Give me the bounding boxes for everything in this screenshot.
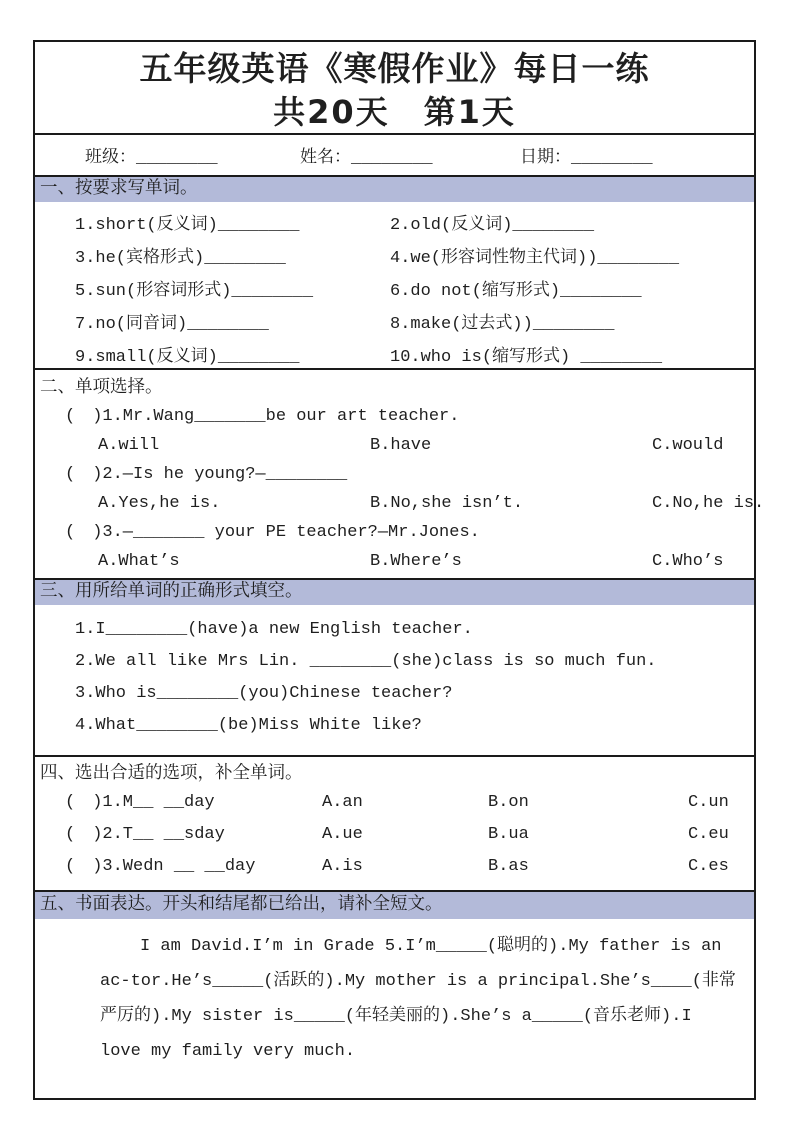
mc-question: [35, 518, 754, 576]
option-c: C.No,he is.: [652, 494, 765, 513]
option-a: A.is: [322, 857, 363, 876]
option-b: B.No,she isn’t.: [370, 494, 524, 513]
section-1-write-words: [35, 177, 754, 370]
question-stem: ( )2.—Is he young?—________: [65, 465, 348, 484]
option-c: C.would: [652, 436, 724, 455]
mc-question: [35, 402, 754, 460]
mc-question: [35, 460, 765, 518]
section-3-heading: 三、用所给单词的正确形式填空。: [35, 580, 754, 605]
essay-paragraph: I am David.I’m in Grade 5.I’m_____(聪明的).My father is an ac-tor.He’s_____(活跃的).My mother is a principal.She’s____(非常严厉的).My sister is_____(年轻美丽的).She’s a_____(音乐老师).I love my family very much.: [100, 937, 736, 1061]
section-2-heading: 二、单项选择。: [40, 378, 163, 398]
word-choice-row: [35, 787, 754, 819]
section-1-items: [35, 202, 754, 374]
option-a: A.will: [98, 436, 160, 455]
option-a: A.ue: [322, 825, 363, 844]
question-options: [35, 547, 754, 576]
question-stem: ( )3.—_______ your PE teacher?—Mr.Jones.: [65, 523, 480, 542]
fill-item: 3.Who is________(you)Chinese teacher?: [75, 684, 453, 703]
section-5-writing: [35, 892, 754, 1098]
student-info-row: [35, 135, 754, 177]
section-2-multiple-choice: [35, 370, 765, 580]
option-b: B.Where’s: [370, 552, 462, 571]
fill-item: 2.We all like Mrs Lin. ________(she)class is so much fun.: [75, 652, 657, 671]
fill-item: 1.I________(have)a new English teacher.: [75, 620, 473, 639]
option-b: B.ua: [488, 825, 529, 844]
option-b: B.on: [488, 793, 529, 812]
option-c: C.un: [688, 793, 729, 812]
question-stem: ( )1.Mr.Wang_______be our art teacher.: [65, 407, 460, 426]
section-1-heading: 一、按要求写单词。: [35, 177, 754, 202]
option-c: C.Who’s: [652, 552, 724, 571]
question-stem: ( )2.T__ __sday: [65, 825, 225, 844]
word-item: 4.we(形容词性物主代词))________: [390, 249, 680, 268]
section-3-items: [35, 605, 754, 742]
word-item: 8.make(过去式))________: [390, 315, 615, 334]
word-choice-row: [35, 819, 754, 851]
worksheet-title: 五年级英语《寒假作业》每日一练: [139, 49, 650, 88]
word-item: 1.short(反义词)________: [75, 216, 300, 235]
option-b: B.as: [488, 857, 529, 876]
section-4-heading: 四、选出合适的选项，补全单词。: [40, 764, 303, 784]
question-stem: ( )3.Wedn __ __day: [65, 857, 256, 876]
word-item: 2.old(反义词)________: [390, 216, 595, 235]
section-5-heading: 五、书面表达。开头和结尾都已给出，请补全短文。: [35, 892, 754, 919]
worksheet-subtitle: 共20天 第1天: [273, 93, 516, 131]
word-item: 5.sun(形容词形式)________: [75, 282, 314, 301]
option-a: A.an: [322, 793, 363, 812]
title-block: [35, 42, 754, 135]
word-item: 3.he(宾格形式)________: [75, 249, 286, 268]
word-item: 7.no(同音词)________: [75, 315, 269, 334]
question-stem: ( )1.M__ __day: [65, 793, 215, 812]
section-4-complete-words: [35, 757, 754, 892]
option-a: A.Yes,he is.: [98, 494, 221, 513]
class-field: 班级：________: [85, 149, 218, 168]
question-options: [35, 431, 754, 460]
option-c: C.es: [688, 857, 729, 876]
option-a: A.What’s: [98, 552, 180, 571]
word-choice-row: [35, 851, 754, 883]
worksheet-frame: [33, 40, 765, 1100]
fill-item: 4.What________(be)Miss White like?: [75, 716, 422, 735]
section-3-fill-in-form: [35, 580, 754, 757]
date-field: 日期：________: [520, 149, 653, 168]
option-b: B.have: [370, 436, 432, 455]
option-c: C.eu: [688, 825, 729, 844]
name-field: 姓名：________: [300, 149, 433, 168]
question-options: [35, 489, 765, 518]
word-item: 9.small(反义词)________: [75, 348, 300, 367]
word-item: 6.do not(缩写形式)________: [390, 282, 642, 301]
word-item: 10.who is(缩写形式) ________: [390, 348, 663, 367]
